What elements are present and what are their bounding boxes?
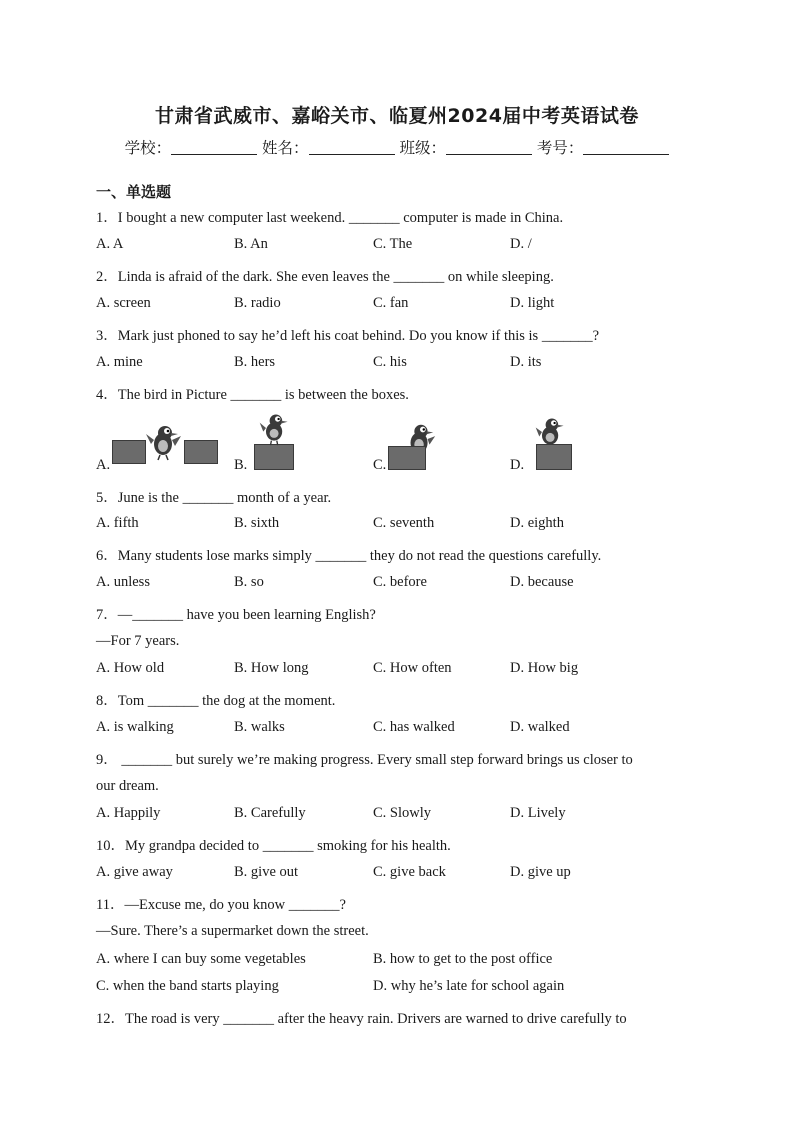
question-11-reply: —Sure. There’s a supermarket down the street. <box>96 923 369 939</box>
q9-option-b[interactable]: B. Carefully <box>234 805 306 821</box>
q6-option-b[interactable]: B. so <box>234 574 264 590</box>
q1-option-c[interactable]: C. The <box>373 236 413 252</box>
box-icon <box>388 446 426 470</box>
question-4-stem: 4．The bird in Picture _______ is between the boxes. <box>96 387 409 403</box>
q1-option-b[interactable]: B. An <box>234 236 268 252</box>
number-label: 考号： <box>536 139 584 157</box>
box-icon <box>254 444 294 470</box>
q5-option-d[interactable]: D. eighth <box>510 515 564 531</box>
q11-option-a[interactable]: A. where I can buy some vegetables <box>96 951 306 967</box>
q3-option-a[interactable]: A. mine <box>96 354 143 370</box>
q1-option-d[interactable]: D. / <box>510 236 532 252</box>
question-1-stem: 1．I bought a new computer last weekend. _______ computer is made in China. <box>96 210 564 226</box>
q8-option-d[interactable]: D. walked <box>510 719 570 735</box>
question-7-reply: —For 7 years. <box>96 633 180 649</box>
school-label: 学校： <box>124 139 172 157</box>
q4-option-d[interactable]: D. <box>510 457 525 473</box>
q3-option-b[interactable]: B. hers <box>234 354 276 370</box>
question-12-stem: 12．The road is very _______ after the heavy rain. Drivers are warned to drive carefully to <box>96 1011 627 1027</box>
q5-option-b[interactable]: B. sixth <box>234 515 280 531</box>
q9-option-a[interactable]: A. Happily <box>96 805 161 821</box>
q10-option-c[interactable]: C. give back <box>373 864 446 880</box>
page-title: 甘肃省武威市、嘉峪关市、临夏州2024届中考英语试卷 <box>155 105 639 127</box>
q1-option-a[interactable]: A. A <box>96 236 124 252</box>
question-7-stem: 7．—_______ have you been learning English? <box>96 607 376 623</box>
q2-option-a[interactable]: A. screen <box>96 295 151 311</box>
student-info-line <box>0 136 794 158</box>
q3-option-d[interactable]: D. its <box>510 354 542 370</box>
q8-option-c[interactable]: C. has walked <box>373 719 455 735</box>
q11-option-b[interactable]: B. how to get to the post office <box>373 951 553 967</box>
question-5-stem: 5．June is the _______ month of a year. <box>96 490 332 506</box>
q7-option-a[interactable]: A. How old <box>96 660 165 676</box>
q7-option-b[interactable]: B. How long <box>234 660 309 676</box>
q5-option-c[interactable]: C. seventh <box>373 515 435 531</box>
bird-icon <box>257 410 293 446</box>
class-blank[interactable] <box>446 140 532 155</box>
q2-option-b[interactable]: B. radio <box>234 295 281 311</box>
box-icon <box>112 440 146 464</box>
q9-option-c[interactable]: C. Slowly <box>373 805 432 821</box>
question-11-stem: 11．—Excuse me, do you know _______? <box>96 897 346 913</box>
q8-option-b[interactable]: B. walks <box>234 719 285 735</box>
q9-option-d[interactable]: D. Lively <box>510 805 566 821</box>
class-label: 班级： <box>399 139 446 157</box>
q3-option-c[interactable]: C. his <box>373 354 407 370</box>
q10-option-d[interactable]: D. give up <box>510 864 571 880</box>
q6-option-a[interactable]: A. unless <box>96 574 150 590</box>
q4-option-a[interactable]: A. <box>96 457 111 473</box>
bird-icon <box>145 422 183 462</box>
q10-option-b[interactable]: B. give out <box>234 864 299 880</box>
bird-icon <box>533 414 569 450</box>
question-9-stem-cont: our dream. <box>96 778 159 794</box>
box-icon <box>184 440 218 464</box>
q7-option-c[interactable]: C. How often <box>373 660 452 676</box>
question-8-stem: 8．Tom _______ the dog at the moment. <box>96 693 336 709</box>
q8-option-a[interactable]: A. is walking <box>96 719 174 735</box>
name-label: 姓名： <box>262 139 309 157</box>
q2-option-d[interactable]: D. light <box>510 295 555 311</box>
q6-option-c[interactable]: C. before <box>373 574 427 590</box>
section-heading: 一、单选题 <box>96 183 172 201</box>
q5-option-a[interactable]: A. fifth <box>96 515 139 531</box>
question-9-stem: 9． _______ but surely we’re making progress. Every small step forward brings us closer to <box>96 752 633 768</box>
q10-option-a[interactable]: A. give away <box>96 864 173 880</box>
q6-option-d[interactable]: D. because <box>510 574 574 590</box>
q4-option-c[interactable]: C. <box>373 457 387 473</box>
question-6-stem: 6．Many students lose marks simply _______ they do not read the questions carefully. <box>96 548 602 564</box>
q2-option-c[interactable]: C. fan <box>373 295 409 311</box>
q11-option-c[interactable]: C. when the band starts playing <box>96 978 279 994</box>
number-blank[interactable] <box>583 140 669 155</box>
school-blank[interactable] <box>171 140 257 155</box>
name-blank[interactable] <box>309 140 395 155</box>
question-3-stem: 3．Mark just phoned to say he’d left his coat behind. Do you know if this is _______? <box>96 328 600 344</box>
q11-option-d[interactable]: D. why he’s late for school again <box>373 978 565 994</box>
question-2-stem: 2．Linda is afraid of the dark. She even leaves the _______ on while sleeping. <box>96 269 554 285</box>
q4-option-b[interactable]: B. <box>234 457 248 473</box>
question-10-stem: 10．My grandpa decided to _______ smoking for his health. <box>96 838 451 854</box>
q7-option-d[interactable]: D. How big <box>510 660 579 676</box>
